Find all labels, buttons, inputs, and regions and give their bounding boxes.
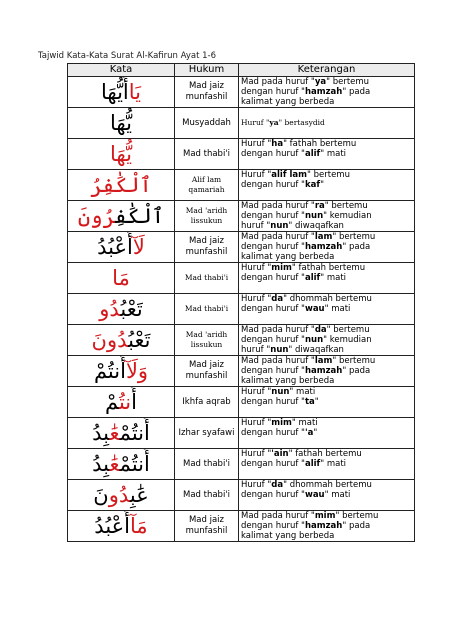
arabic-highlight: مَا xyxy=(112,266,130,290)
keterangan-text: " bertasydid xyxy=(278,118,325,127)
keterangan-text: " pada xyxy=(342,521,371,531)
hukum-text: Musyaddah xyxy=(182,117,231,128)
keterangan-emphasis: hamzah xyxy=(304,242,343,252)
keterangan-emphasis: mim xyxy=(271,263,292,273)
arabic-segment: أَنتُمْ xyxy=(119,421,150,445)
hukum-text: Mad thabi'i xyxy=(182,458,231,469)
arabic-segment: ٱلْكَٰفِ xyxy=(114,204,165,228)
kata-cell xyxy=(68,294,175,325)
keterangan-text: dengan huruf " xyxy=(241,273,305,283)
tajwid-table xyxy=(67,63,415,542)
keterangan-text: " diwaqafkan xyxy=(288,221,344,231)
hukum-cell xyxy=(175,77,239,108)
arabic-segment: بِدُ xyxy=(92,452,110,476)
keterangan-text: " bertemu xyxy=(326,77,370,87)
keterangan-line xyxy=(241,242,414,252)
kata-cell xyxy=(68,480,175,511)
kata-cell xyxy=(68,418,175,449)
hukum-cell xyxy=(175,201,239,232)
keterangan-emphasis: alif lam xyxy=(271,170,307,180)
keterangan-text: Huruf " xyxy=(241,418,272,428)
keterangan-text: kalimat yang berbeda xyxy=(241,97,335,107)
hukum-text: munfashil xyxy=(185,526,228,536)
keterangan-line xyxy=(241,180,414,190)
keterangan-line xyxy=(241,449,414,459)
keterangan-line xyxy=(241,428,414,438)
arabic-word xyxy=(90,170,152,200)
kata-cell xyxy=(68,356,175,387)
kata-cell xyxy=(68,263,175,294)
keterangan-text: dengan huruf " xyxy=(241,335,305,345)
keterangan-emphasis: hamzah xyxy=(304,521,343,531)
kata-cell xyxy=(68,325,175,356)
kata-cell xyxy=(68,108,175,139)
keterangan-line xyxy=(241,490,414,500)
arabic-segment: يُّهَا xyxy=(110,111,132,135)
keterangan-emphasis: mim xyxy=(271,418,292,428)
keterangan-line xyxy=(241,221,414,231)
keterangan-cell xyxy=(239,387,415,418)
keterangan-text: dengan huruf " xyxy=(241,304,305,314)
keterangan-emphasis: nun xyxy=(304,211,324,221)
keterangan-text: " diwaqafkan xyxy=(288,345,344,355)
keterangan-text: Huruf " xyxy=(241,449,272,459)
keterangan-line xyxy=(241,335,414,345)
keterangan-cell xyxy=(239,294,415,325)
keterangan-emphasis: lam xyxy=(314,232,333,242)
keterangan-emphasis: mim xyxy=(314,511,336,521)
keterangan-text: " mati xyxy=(324,304,351,314)
table-row xyxy=(68,77,415,108)
keterangan-text: Mad pada huruf " xyxy=(241,325,315,335)
table-row xyxy=(68,418,415,449)
hukum-text: Ikhfa aqrab xyxy=(182,396,231,407)
keterangan-text: Huruf " xyxy=(241,139,272,149)
keterangan-text: " bertemu xyxy=(326,325,370,335)
keterangan-line xyxy=(241,418,414,428)
hukum-text: Mad 'aridh xyxy=(185,330,228,339)
keterangan-emphasis: ra xyxy=(314,201,325,211)
keterangan-emphasis: da xyxy=(271,480,284,490)
arabic-segment: أَيُّهَا xyxy=(100,80,129,104)
keterangan-line xyxy=(241,97,414,107)
keterangan-line xyxy=(241,387,414,397)
hukum-cell xyxy=(175,480,239,511)
keterangan-line xyxy=(241,459,414,469)
arabic-word xyxy=(92,325,151,355)
arabic-word xyxy=(94,511,147,541)
keterangan-text: Huruf " xyxy=(241,118,270,127)
arabic-highlight: دُو xyxy=(108,483,130,507)
keterangan-text: Mad pada huruf " xyxy=(241,232,315,242)
hukum-text: Mad thabi'i xyxy=(184,304,229,313)
keterangan-emphasis: da xyxy=(271,294,284,304)
arabic-highlight: عَٰ xyxy=(109,452,120,476)
keterangan-line xyxy=(241,232,414,242)
arabic-highlight: يُّهَا xyxy=(110,142,132,166)
hukum-text: munfashil xyxy=(185,371,228,381)
hukum-text: munfashil xyxy=(185,247,228,257)
hukum-text: Mad jaiz xyxy=(188,236,225,246)
hukum-text: Mad thabi'i xyxy=(182,148,231,159)
keterangan-text: Mad pada huruf " xyxy=(241,77,315,87)
keterangan-emphasis: ha xyxy=(271,139,284,149)
arabic-word xyxy=(112,263,130,293)
keterangan-text: " kemudian xyxy=(323,211,372,221)
keterangan-line xyxy=(241,201,414,211)
keterangan-text: Mad pada huruf " xyxy=(241,511,315,521)
hukum-text: Alif lam xyxy=(191,175,222,184)
keterangan-line xyxy=(241,345,414,355)
keterangan-text: " mati xyxy=(324,490,351,500)
keterangan-text: Mad pada huruf " xyxy=(241,356,315,366)
keterangan-cell xyxy=(239,480,415,511)
keterangan-text: dengan huruf " xyxy=(241,490,305,500)
keterangan-text: dengan huruf " xyxy=(241,459,305,469)
keterangan-text: dengan huruf " xyxy=(241,521,305,531)
keterangan-emphasis: ya xyxy=(269,118,279,127)
hukum-cell xyxy=(175,108,239,139)
keterangan-text: " pada xyxy=(342,366,371,376)
hukum-text: Mad jaiz xyxy=(188,360,225,370)
keterangan-text: " xyxy=(320,180,324,190)
keterangan-text: dengan huruf " xyxy=(241,180,305,190)
keterangan-emphasis: nun xyxy=(271,387,290,397)
hukum-cell xyxy=(175,139,239,170)
arabic-word xyxy=(110,139,132,169)
hukum-cell xyxy=(175,232,239,263)
header-keterangan: Keterangan xyxy=(239,64,415,77)
arabic-word xyxy=(110,108,132,138)
hukum-cell xyxy=(175,387,239,418)
hukum-cell xyxy=(175,294,239,325)
keterangan-text: dengan huruf " xyxy=(241,242,305,252)
keterangan-text: dengan huruf " xyxy=(241,211,305,221)
keterangan-text: Huruf " xyxy=(241,170,272,180)
arabic-word xyxy=(105,387,137,417)
keterangan-text: " xyxy=(313,428,318,438)
hukum-cell xyxy=(175,511,239,542)
table-body xyxy=(68,77,415,542)
hukum-text: Mad 'aridh xyxy=(185,206,228,215)
table-row xyxy=(68,170,415,201)
keterangan-line xyxy=(241,273,414,283)
keterangan-line xyxy=(241,511,414,521)
keterangan-text: " mati xyxy=(320,273,347,283)
keterangan-line xyxy=(241,211,414,221)
hukum-cell xyxy=(175,170,239,201)
arabic-highlight: دُو xyxy=(99,297,121,321)
keterangan-text: Huruf " xyxy=(241,387,272,397)
keterangan-text: kalimat yang berbeda xyxy=(241,252,335,262)
hukum-text: munfashil xyxy=(185,92,228,102)
keterangan-emphasis: nun xyxy=(270,345,289,355)
hukum-cell xyxy=(175,356,239,387)
keterangan-text: dengan huruf " xyxy=(241,397,305,407)
keterangan-cell xyxy=(239,232,415,263)
keterangan-text: " mati xyxy=(320,149,347,159)
kata-cell xyxy=(68,232,175,263)
arabic-segment: نَ xyxy=(93,483,109,507)
keterangan-cell xyxy=(239,201,415,232)
hukum-text: lissukun xyxy=(190,216,223,225)
hukum-text: lissukun xyxy=(190,340,223,349)
keterangan-cell xyxy=(239,325,415,356)
keterangan-emphasis: nun xyxy=(270,221,289,231)
keterangan-emphasis: alif xyxy=(304,149,321,159)
table-row xyxy=(68,294,415,325)
hukum-text: Izhar syafawi xyxy=(178,427,235,438)
keterangan-text: dengan huruf " xyxy=(241,366,305,376)
kata-cell xyxy=(68,77,175,108)
keterangan-line xyxy=(241,77,414,87)
keterangan-line xyxy=(241,397,414,407)
keterangan-emphasis: wau xyxy=(304,304,325,314)
keterangan-line xyxy=(241,366,414,376)
arabic-word xyxy=(94,356,148,386)
keterangan-text: dengan huruf " xyxy=(241,87,305,97)
keterangan-text: dengan huruf " xyxy=(241,149,305,159)
keterangan-line xyxy=(241,356,414,366)
keterangan-text: " bertemu xyxy=(332,232,376,242)
keterangan-text: " fathah bertemu xyxy=(288,449,362,459)
table-row xyxy=(68,356,415,387)
table-row xyxy=(68,108,415,139)
arabic-segment: أَنتُمْ xyxy=(119,452,150,476)
keterangan-emphasis: 'ain xyxy=(271,449,289,459)
keterangan-line xyxy=(241,263,414,273)
keterangan-line xyxy=(241,170,414,180)
document-title: Tajwid Kata-Kata Surat Al-Kafirun Ayat 1-6 xyxy=(38,51,217,61)
keterangan-text: " bertemu xyxy=(332,356,376,366)
keterangan-line xyxy=(241,87,414,97)
arabic-highlight: عَ xyxy=(109,421,120,445)
keterangan-line xyxy=(241,325,414,335)
hukum-cell xyxy=(175,325,239,356)
arabic-segment: أَعْبُدُ xyxy=(97,235,133,259)
keterangan-text: " fathah bertemu xyxy=(283,139,357,149)
arabic-segment: أَنتُمْ xyxy=(93,359,126,383)
keterangan-line xyxy=(241,304,414,314)
keterangan-text: " dhommah bertemu xyxy=(283,480,372,490)
kata-cell xyxy=(68,139,175,170)
table-row xyxy=(68,449,415,480)
keterangan-emphasis: wau xyxy=(304,490,325,500)
keterangan-line xyxy=(241,531,414,541)
keterangan-line xyxy=(241,480,414,490)
keterangan-emphasis: hamzah xyxy=(304,87,343,97)
keterangan-text: huruf " xyxy=(241,221,271,231)
keterangan-text: dengan huruf " xyxy=(241,428,305,438)
keterangan-emphasis: nun xyxy=(304,335,324,345)
hukum-text: Mad thabi'i xyxy=(182,489,231,500)
keterangan-line xyxy=(241,139,414,149)
keterangan-text: " mati xyxy=(291,418,318,428)
arabic-segment: تَعْبُ xyxy=(120,297,143,321)
keterangan-emphasis: kaf xyxy=(304,180,321,190)
arabic-highlight: دُونَ xyxy=(91,328,129,352)
hukum-text: Mad jaiz xyxy=(188,515,225,525)
arabic-word xyxy=(92,418,150,448)
keterangan-line xyxy=(241,521,414,531)
arabic-highlight: لَآ xyxy=(132,235,145,259)
arabic-word xyxy=(99,294,142,324)
arabic-highlight: مَآ xyxy=(130,514,148,538)
keterangan-text: " bertemu xyxy=(335,511,379,521)
keterangan-cell xyxy=(239,356,415,387)
keterangan-text: kalimat yang berbeda xyxy=(241,531,335,541)
keterangan-cell xyxy=(239,263,415,294)
arabic-highlight: نت xyxy=(118,390,132,414)
keterangan-text: Mad pada huruf " xyxy=(241,201,315,211)
table-row xyxy=(68,139,415,170)
kata-cell xyxy=(68,201,175,232)
keterangan-line xyxy=(241,118,414,128)
keterangan-cell xyxy=(239,170,415,201)
table-row xyxy=(68,480,415,511)
hukum-cell xyxy=(175,263,239,294)
arabic-segment: ُمْ xyxy=(104,390,119,414)
header-hukum: Hukum xyxy=(175,64,239,77)
keterangan-text: " mati xyxy=(320,459,347,469)
keterangan-line xyxy=(241,294,414,304)
table-row xyxy=(68,201,415,232)
kata-cell xyxy=(68,170,175,201)
keterangan-text: " dhommah bertemu xyxy=(283,294,372,304)
arabic-word xyxy=(97,232,145,262)
kata-cell xyxy=(68,511,175,542)
arabic-highlight: وَلَآ xyxy=(125,359,149,383)
header-kata: Kata xyxy=(68,64,175,77)
keterangan-text: Huruf " xyxy=(241,480,272,490)
keterangan-cell xyxy=(239,77,415,108)
keterangan-text: " bertemu xyxy=(324,201,368,211)
keterangan-text: " pada xyxy=(342,242,371,252)
hukum-cell xyxy=(175,418,239,449)
keterangan-emphasis: hamzah xyxy=(304,366,343,376)
keterangan-emphasis: ya xyxy=(314,77,327,87)
arabic-segment: تَعْبُ xyxy=(128,328,151,352)
keterangan-cell xyxy=(239,449,415,480)
keterangan-text: " fathah bertemu xyxy=(291,263,366,273)
arabic-word xyxy=(92,449,150,479)
table-header-row xyxy=(68,64,415,77)
arabic-highlight: ٱلْكَٰفِرُ xyxy=(90,173,152,197)
keterangan-line xyxy=(241,252,414,262)
hukum-text: Mad jaiz xyxy=(188,81,225,91)
hukum-text: Mad thabi'i xyxy=(184,273,229,282)
keterangan-line xyxy=(241,376,414,386)
keterangan-cell xyxy=(239,139,415,170)
keterangan-text: " pada xyxy=(342,87,371,97)
keterangan-cell xyxy=(239,108,415,139)
keterangan-text: Huruf " xyxy=(241,263,272,273)
keterangan-text: Huruf " xyxy=(241,294,272,304)
arabic-word xyxy=(93,480,148,510)
keterangan-cell xyxy=(239,511,415,542)
arabic-segment: أَعْبُدُ xyxy=(94,514,131,538)
keterangan-emphasis: alif xyxy=(304,273,321,283)
table-row xyxy=(68,263,415,294)
keterangan-line xyxy=(241,149,414,159)
keterangan-text: " kemudian xyxy=(323,335,372,345)
keterangan-emphasis: lam xyxy=(314,356,333,366)
keterangan-text: huruf " xyxy=(241,345,271,355)
keterangan-cell xyxy=(239,418,415,449)
table-row xyxy=(68,232,415,263)
keterangan-text: " bertemu xyxy=(307,170,350,180)
keterangan-emphasis: da xyxy=(314,325,327,335)
arabic-segment: عَٰبِ xyxy=(129,483,149,507)
arabic-word xyxy=(101,77,141,107)
keterangan-emphasis: 'a xyxy=(304,428,314,438)
keterangan-emphasis: ta xyxy=(304,397,315,407)
table-row xyxy=(68,511,415,542)
hukum-cell xyxy=(175,449,239,480)
keterangan-text: " xyxy=(314,397,319,407)
hukum-text: qamariah xyxy=(188,185,225,194)
arabic-word xyxy=(78,201,164,231)
keterangan-text: " mati xyxy=(289,387,316,397)
table-row xyxy=(68,387,415,418)
arabic-segment: أَ xyxy=(131,390,137,414)
keterangan-emphasis: alif xyxy=(304,459,321,469)
arabic-highlight: يَا xyxy=(128,80,141,104)
kata-cell xyxy=(68,449,175,480)
arabic-segment: ٰبِدُ xyxy=(92,421,110,445)
table-row xyxy=(68,325,415,356)
keterangan-text: kalimat yang berbeda xyxy=(241,376,335,386)
kata-cell xyxy=(68,387,175,418)
arabic-highlight: رُونَ xyxy=(77,204,115,228)
